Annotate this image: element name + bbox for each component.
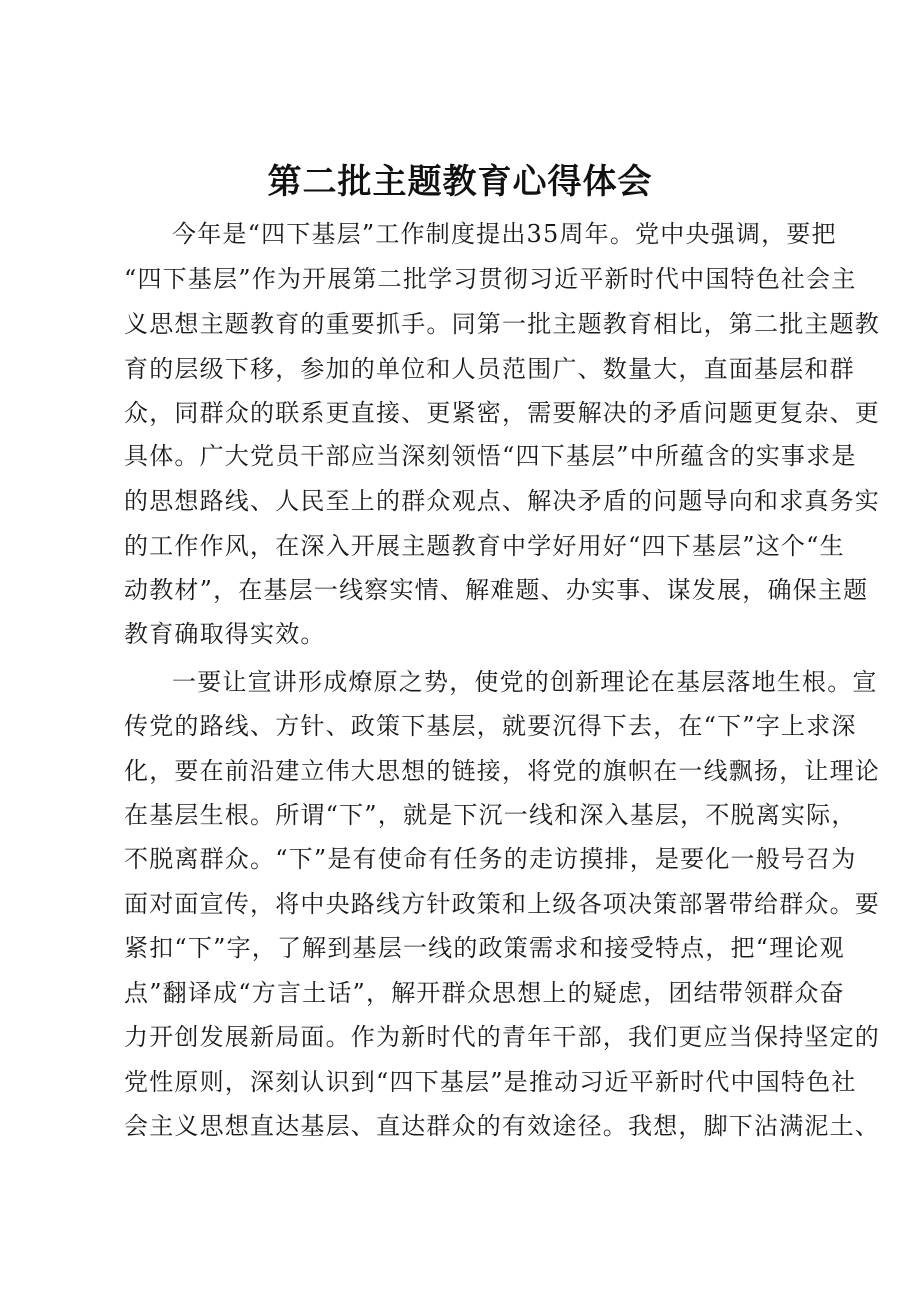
paragraph-1-line: “四下基层”作为开展第二批学习贯彻习近平新时代中国特色社会主 <box>124 265 857 293</box>
paragraph-1-line: 义思想主题教育的重要抓手。同第一批主题教育相比，第二批主题教 <box>124 310 880 338</box>
paragraph-2-line: 面对面宣传，将中央路线方针政策和上级各项决策部署带给群众。要 <box>124 890 880 918</box>
paragraph-1-line: 动教材”，在基层一线察实情、解难题、办实事、谋发展，确保主题 <box>124 576 869 604</box>
paragraph-2-line: 会主义思想直达基层、直达群众的有效途径。我想，脚下沾满泥土、 <box>124 1112 880 1140</box>
paragraph-2-line: 化，要在前沿建立伟大思想的链接，将党的旗帜在一线飘扬，让理论 <box>124 757 880 785</box>
paragraph-1-line: 众，同群众的联系更直接、更紧密，需要解决的矛盾问题更复杂、更 <box>124 399 880 427</box>
paragraph-2-line: 不脱离群众。“下”是有使命有任务的走访摸排，是要化一般号召为 <box>124 845 857 873</box>
paragraph-1-line: 教育确取得实效。 <box>124 620 326 648</box>
paragraph-1-line: 具体。广大党员干部应当深刻领悟“四下基层”中所蕴含的实事求是 <box>124 442 857 470</box>
paragraph-2-line: 党性原则，深刻认识到“四下基层”是推动习近平新时代中国特色社 <box>124 1068 857 1096</box>
paragraph-1-line: 的思想路线、人民至上的群众观点、解决矛盾的问题导向和求真务实 <box>124 487 880 515</box>
paragraph-2-line: 一要让宣讲形成燎原之势，使党的创新理论在基层落地生根。宣 <box>172 668 878 696</box>
paragraph-1-line: 育的层级下移，参加的单位和人员范围广、数量大，直面基层和群 <box>124 355 855 383</box>
document-title: 第二批主题教育心得体会 <box>267 162 653 202</box>
paragraph-2-line: 紧扣“下”字，了解到基层一线的政策需求和接受特点，把“理论观 <box>124 934 845 962</box>
paragraph-2-line: 传党的路线、方针、政策下基层，就要沉得下去，在“下”字上求深 <box>124 712 857 740</box>
paragraph-2-line: 在基层生根。所谓“下”，就是下沉一线和深入基层，不脱离实际， <box>124 801 857 829</box>
paragraph-2-line: 力开创发展新局面。作为新时代的青年干部，我们更应当保持坚定的 <box>124 1023 880 1051</box>
paragraph-1-line: 今年是“四下基层”工作制度提出35周年。党中央强调，要把 <box>172 220 837 248</box>
paragraph-1-line: 的工作作风，在深入开展主题教育中学好用好“四下基层”这个“生 <box>124 532 845 560</box>
paragraph-2-line: 点”翻译成“方言土话”，解开群众思想上的疑虑，团结带领群众奋 <box>124 979 845 1007</box>
